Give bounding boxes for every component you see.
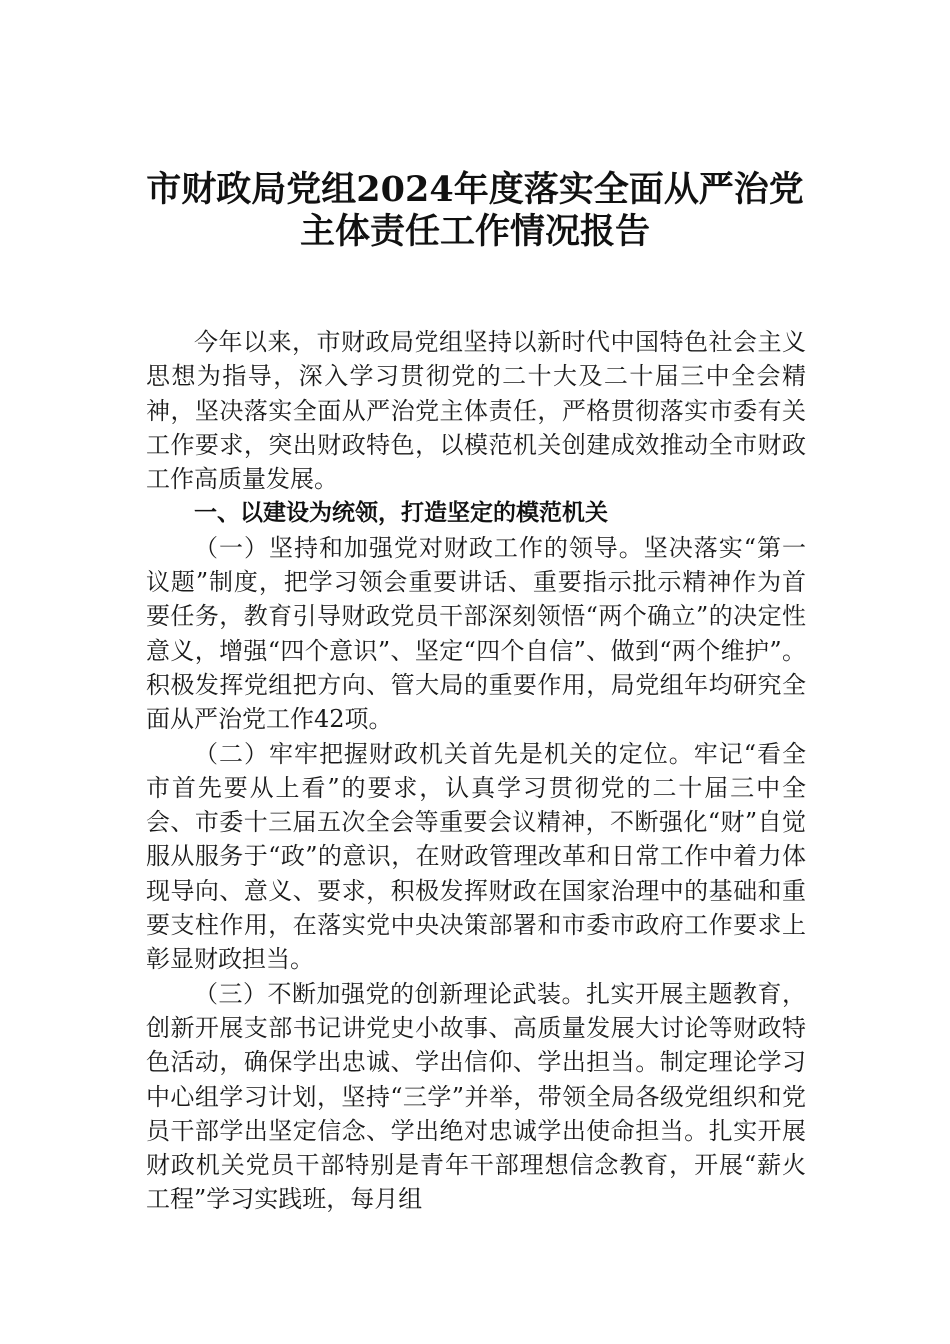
document-title-line-1: 市财政局党组2024年度落实全面从严治党: [146, 169, 804, 210]
subsection-3-text: 扎实开展主题教育，创新开展支部书记讲党史小故事、高质量发展大讨论等财政特色活动，确保学出忠诚、学出信仰、学出担当。制定理论学习中心组学习计划，坚持“三学”并举，带领全局各级党组织和党员干部学出坚定信念、学出绝对忠诚学出使命担当。扎实开展财政机关党员干部特别是青年干部理想信念教育，开展“薪火工程”学习实践班，每月组: [146, 979, 806, 1214]
subsection-3-lead: （三）不断加强党的创新理论武装。: [194, 979, 586, 1008]
document-title-line-2: 主体责任工作情况报告: [299, 211, 650, 252]
subsection-1-paragraph: [146, 531, 806, 737]
intro-paragraph: [146, 325, 806, 496]
subsection-2-paragraph: [146, 737, 806, 977]
section-1-heading: 一、以建设为统领，打造坚定的模范机关: [194, 500, 608, 527]
subsection-1-lead: （一）坚持和加强党对财政工作的领导。: [194, 533, 644, 562]
subsection-3-paragraph: [146, 977, 806, 1217]
subsection-2-lead: （二）牢牢把握财政机关首先是机关的定位。: [194, 739, 694, 768]
intro-text: 今年以来，市财政局党组坚持以新时代中国特色社会主义思想为指导，深入学习贯彻党的二十大及二十届三中全会精神，坚决落实全面从严治党主体责任，严格贯彻落实市委有关工作要求，突出财政特色，以模范机关创建成效推动全市财政工作高质量发展。: [146, 328, 806, 494]
subsection-1-text: 坚决落实“第一议题”制度，把学习领会重要讲话、重要指示批示精神作为首要任务，教育引导财政党员干部深刻领悟“两个确立”的决定性意义，增强“四个意识”、坚定“四个自信”、做到“两个维护”。积极发挥党组把方向、管大局的重要作用，局党组年均研究全面从严治党工作42项。: [146, 533, 806, 734]
document-body: [146, 325, 806, 1217]
subsection-2-text: 牢记“看全市首先要从上看”的要求，认真学习贯彻党的二十届三中全会、市委十三届五次全会等重要会议精神，不断强化“财”自觉服从服务于“政”的意识，在财政管理改革和日常工作中着力体现导向、意义、要求，积极发挥财政在国家治理中的基础和重要支柱作用，在落实党中央决策部署和市委市政府工作要求上彰显财政担当。: [146, 739, 806, 974]
